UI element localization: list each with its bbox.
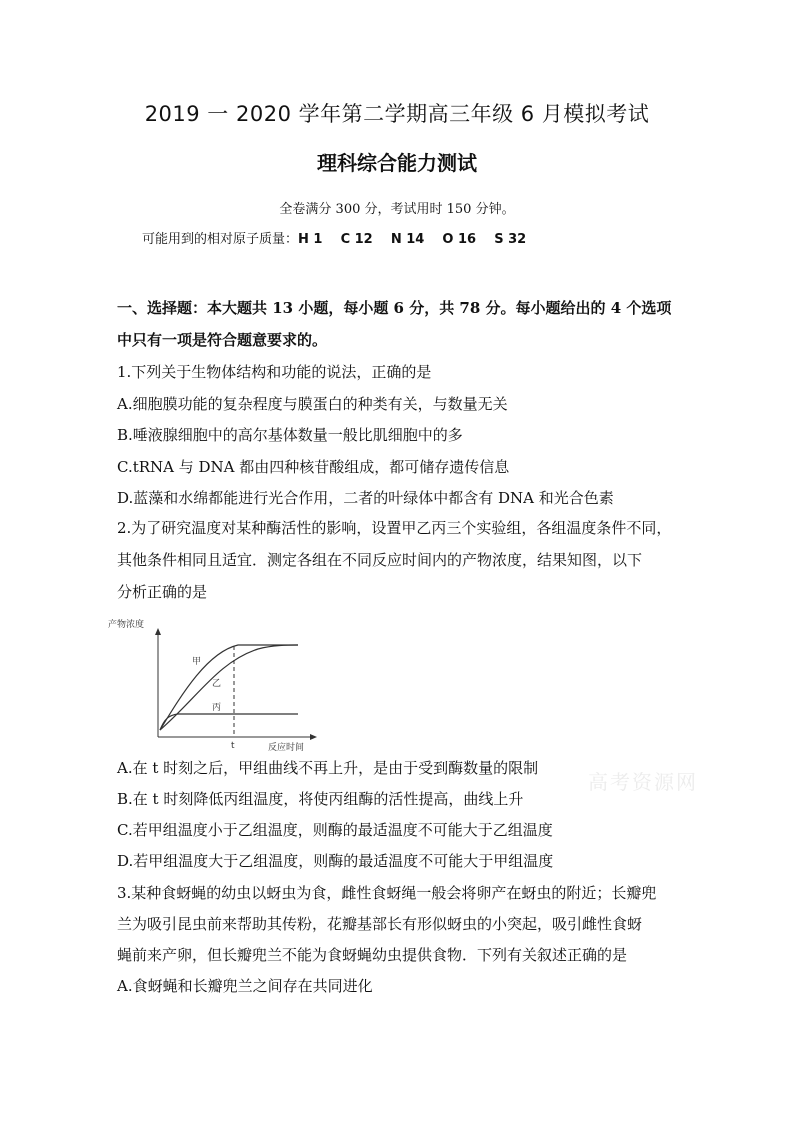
q3-stem-line2: 兰为吸引昆虫前来帮助其传粉，花瓣基部长有形似蚜虫的小突起，吸引雌性食蚜 — [117, 915, 643, 933]
q1-option-b: B.唾液腺细胞中的高尔基体数量一般比肌细胞中的多 — [117, 426, 463, 444]
q1-option-d: D.蓝藻和水绵都能进行光合作用，二者的叶绿体中都含有 DNA 和光合色素 — [117, 489, 614, 507]
q1-stem: 1.下列关于生物体结构和功能的说法，正确的是 — [117, 363, 432, 381]
q2-stem-line3: 分析正确的是 — [117, 583, 208, 601]
section-heading-line2: 中只有一项是符合题意要求的。 — [117, 331, 328, 349]
y-axis-arrow — [155, 628, 161, 635]
q1-option-a: A.细胞膜功能的复杂程度与膜蛋白的种类有关，与数量无关 — [117, 395, 508, 413]
enzyme-product-graph — [108, 612, 318, 752]
x-tick-t: t — [231, 741, 235, 751]
series-label-jia: 甲 — [192, 657, 202, 667]
series-label-bing: 丙 — [212, 703, 222, 713]
q1-option-c: C.tRNA 与 DNA 都由四种核苷酸组成，都可储存遗传信息 — [117, 458, 510, 476]
series-label-yi: 乙 — [212, 679, 222, 689]
q2-stem-line1: 2.为了研究温度对某种酶活性的影响，设置甲乙丙三个实验组，各组温度条件不同， — [117, 519, 672, 537]
q3-stem-line1: 3.某种食蚜蝇的幼虫以蚜虫为食，雌性食蚜绳一般会将卵产在蚜虫的附近；长瓣兜 — [117, 884, 657, 902]
x-axis-arrow — [310, 734, 317, 740]
atomic-masses-label: 可能用到的相对原子质量： — [142, 232, 299, 247]
x-axis-label: 反应时间 — [268, 743, 305, 752]
exam-title: 2019 一 2020 学年第二学期高三年级 6 月模拟考试 — [144, 102, 650, 126]
q3-stem-line3: 蝇前来产卵，但长瓣兜兰不能为食蚜蝇幼虫提供食物．下列有关叙述正确的是 — [117, 946, 628, 964]
series-line-jia — [160, 645, 298, 730]
y-axis-label: 产物浓度 — [108, 620, 145, 630]
q2-option-b: B.在 t 时刻降低丙组温度，将使丙组酶的活性提高，曲线上升 — [117, 790, 524, 808]
q2-option-c: C.若甲组温度小于乙组温度，则酶的最适温度不可能大于乙组温度 — [117, 821, 553, 839]
exam-subtitle: 理科综合能力测试 — [317, 151, 477, 175]
q3-option-a: A.食蚜蝇和长瓣兜兰之间存在共同进化 — [117, 977, 373, 995]
series-line-yi — [160, 645, 298, 730]
exam-note: 全卷满分 300 分，考试用时 150 分钟。 — [279, 202, 515, 217]
q2-option-d: D.若甲组温度大于乙组温度，则酶的最适温度不可能大于甲组温度 — [117, 852, 554, 870]
atomic-masses-values: H 1 C 12 N 14 O 16 S 32 — [298, 232, 527, 247]
series-line-bing — [160, 714, 298, 730]
section-heading-line1: 一、选择题：本大题共 13 小题，每小题 6 分，共 78 分。每小题给出的 4 个选项 — [117, 299, 672, 317]
q2-stem-line2: 其他条件相同且适宜．测定各组在不同反应时间内的产物浓度，结果知图，以下 — [117, 551, 643, 569]
watermark: 高考资源网 — [588, 770, 698, 794]
q2-option-a: A.在 t 时刻之后，甲组曲线不再上升，是由于受到酶数量的限制 — [117, 759, 539, 777]
atomic-masses — [142, 228, 526, 247]
